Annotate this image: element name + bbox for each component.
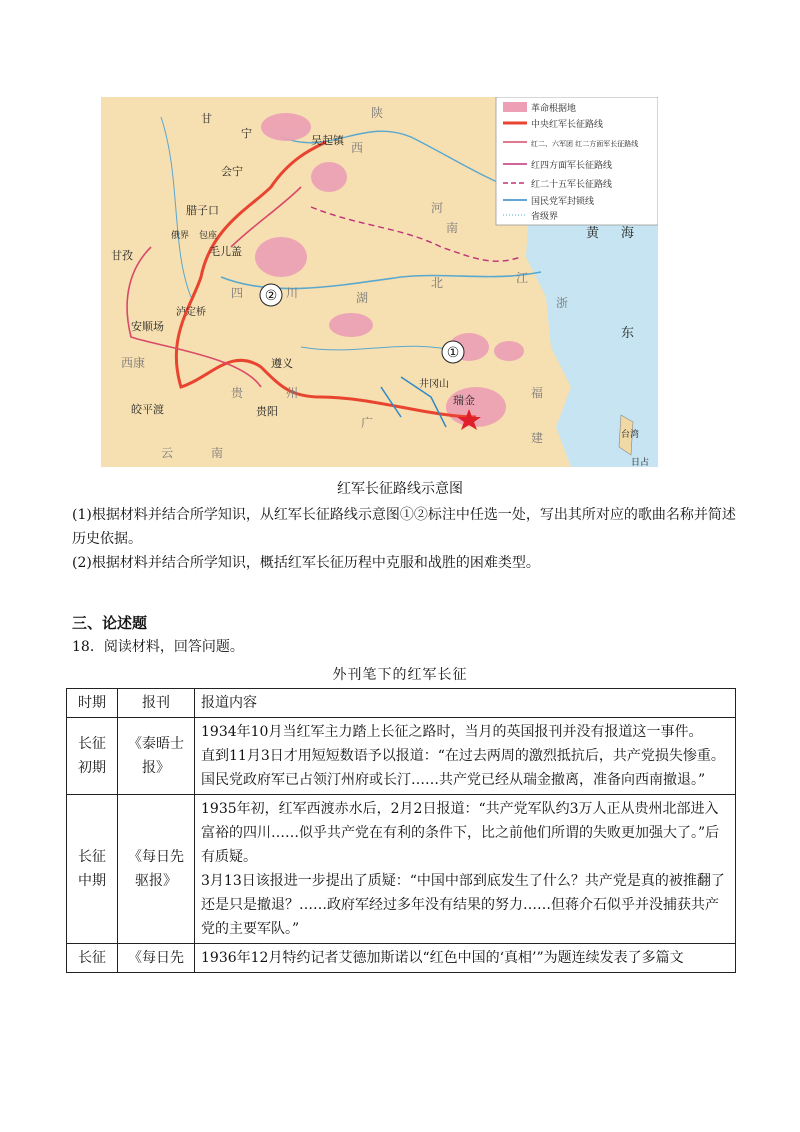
marker-1: [442, 341, 464, 363]
place-label: 安顺场: [131, 320, 164, 333]
header-paper: 报刊: [118, 689, 195, 718]
place-label: 毛儿盖: [209, 245, 242, 258]
legend-label: 红二、六军团 红二方面军长征路线: [531, 140, 639, 148]
content-line: 1934年10月当红军主力踏上长征之路时，当月的英国报刊并没有报道这一事件。: [201, 724, 703, 740]
place-label: 泸定桥: [176, 307, 206, 318]
marker-2: [260, 284, 282, 306]
svg-text:西康: 西康: [121, 356, 146, 370]
svg-text:南: 南: [446, 221, 459, 235]
place-label: 瑞金: [453, 394, 475, 407]
row-paper: 《泰晤士报》: [118, 718, 195, 795]
legend-label: 红二十五军长征路线: [531, 180, 613, 190]
place-label: 日占: [631, 458, 650, 467]
row-content: [195, 944, 736, 973]
question-prompt: 18．阅读材料，回答问题。: [72, 639, 244, 655]
content-line: 直到11月3日才用短短数语予以报道：“在过去两周的激烈抵抗后，共产党损失惨重。国民党政府军已占领汀州府或长汀……共产党已经从瑞金撤离，准备向西南撤退。”: [201, 748, 725, 788]
svg-text:建: 建: [531, 431, 544, 445]
table-title: 外刊笔下的红军长征: [332, 667, 468, 683]
place-label: 宁: [241, 127, 252, 140]
place-label: 黄: [586, 226, 600, 241]
question-2: (2)根据材料并结合所学知识，概括红军长征历程中克服和战胜的困难类型。: [72, 555, 540, 571]
place-label: 甘孜: [111, 249, 133, 262]
place-label: 井冈山: [419, 379, 449, 390]
place-label: 贵阳: [256, 405, 278, 418]
legend-label: 中央红军长征路线: [531, 120, 604, 130]
row-period: 长征中期: [67, 795, 118, 944]
svg-text:西: 西: [351, 141, 364, 155]
place-label: 遵义: [271, 357, 293, 370]
table-row: [67, 718, 736, 795]
svg-text:川: 川: [286, 286, 299, 300]
place-label: 海: [621, 226, 635, 241]
place-label: 东: [621, 326, 635, 341]
content-line: 1935年初，红军西渡赤水后，2月2日报道：“共产党军队约3万人正从贵州北部进入富裕的四川……似乎共产党在有利的条件下，比之前他们所谓的失败更加强大了。”后有质疑。: [201, 801, 720, 865]
long-march-route-map: [101, 97, 658, 467]
svg-text:陕: 陕: [371, 106, 384, 120]
svg-text:浙: 浙: [556, 296, 569, 310]
row-period: 长征初期: [67, 718, 118, 795]
legend-label: 革命根据地: [531, 104, 577, 114]
header-content: 报道内容: [195, 689, 736, 718]
table-row: [67, 795, 736, 944]
svg-text:四: 四: [231, 286, 244, 300]
svg-text:河: 河: [431, 201, 444, 215]
place-label: 俄界: [171, 231, 190, 241]
legend-label: 省级界: [531, 212, 559, 222]
row-paper: 《每日先驱报》: [118, 795, 195, 944]
svg-text:江: 江: [516, 271, 529, 285]
report-table: [66, 688, 736, 973]
section-heading: 三、论述题: [72, 614, 148, 632]
content-line: 3月13日该报进一步提出了质疑：“中国中部到底发生了什么？共产党是真的被推翻了还是只是撤退？……政府军经过多年没有结果的努力……但蒋介石似乎并没捕获共产党的主要军队。”: [201, 873, 725, 937]
place-label: 吴起镇: [311, 134, 344, 147]
place-label: 皎平渡: [131, 403, 164, 416]
content-line: 1936年12月特约记者艾德加斯诺以“红色中国的‘真相’”为题连续发表了多篇文: [201, 950, 684, 966]
table-header-row: [67, 689, 736, 718]
svg-text:福: 福: [531, 386, 544, 400]
table-row: [67, 944, 736, 973]
svg-text:北: 北: [431, 276, 444, 290]
row-period: 长征: [67, 944, 118, 973]
svg-text:②: ②: [264, 288, 278, 304]
place-label: 甘: [201, 112, 212, 125]
svg-text:广: 广: [361, 416, 374, 430]
place-label: 会宁: [221, 165, 243, 178]
svg-text:①: ①: [446, 345, 460, 361]
place-label: 包座: [199, 231, 218, 241]
svg-text:云: 云: [161, 446, 174, 460]
row-content: [195, 718, 736, 795]
place-label: 腊子口: [186, 204, 219, 217]
map-legend: [496, 97, 658, 225]
place-label: 台湾: [621, 430, 640, 440]
row-paper: 《每日先: [118, 944, 195, 973]
svg-text:南: 南: [211, 446, 224, 460]
map-caption: 红军长征路线示意图: [337, 481, 463, 497]
svg-text:贵: 贵: [231, 386, 244, 400]
header-period: 时期: [67, 689, 118, 718]
legend-label: 红四方面军长征路线: [531, 161, 613, 171]
question-1: (1)根据材料并结合所学知识，从红军长征路线示意图①②标注中任选一处，写出其所对应的歌曲名称并简述历史依据。: [72, 507, 736, 547]
legend-label: 国民党军封锁线: [531, 197, 595, 207]
svg-text:州: 州: [286, 386, 299, 400]
row-content: [195, 795, 736, 944]
svg-text:湖: 湖: [356, 291, 369, 305]
